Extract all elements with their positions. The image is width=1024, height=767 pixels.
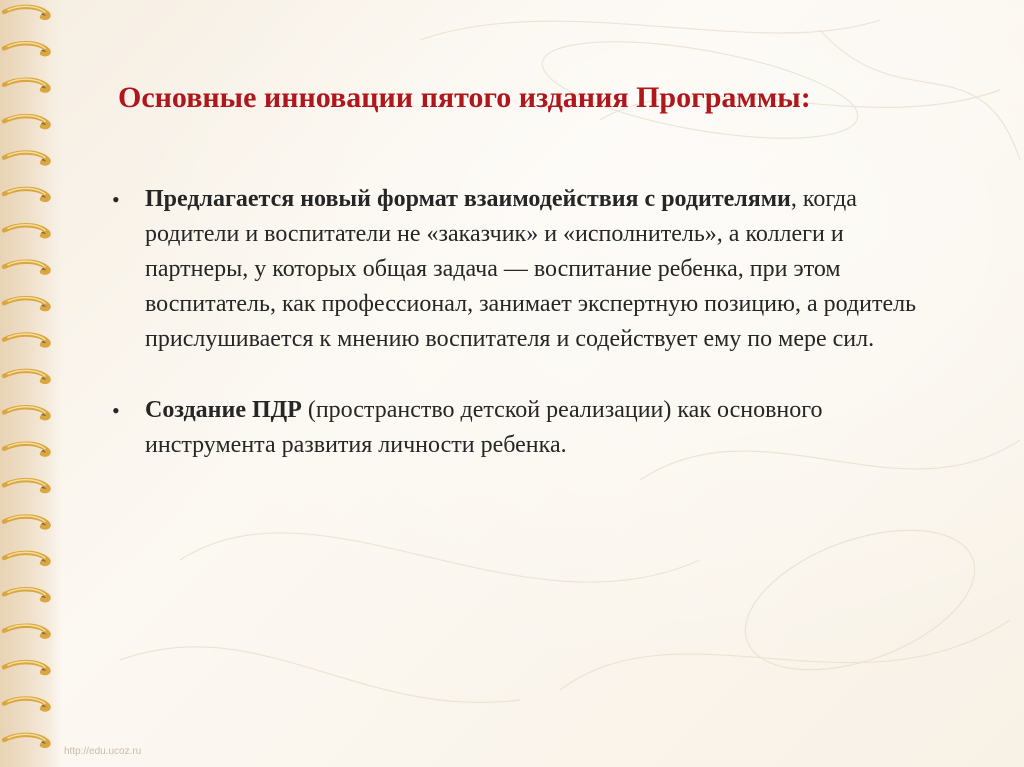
notebook-ring-icon (4, 662, 49, 675)
notebook-ring-icon (4, 225, 49, 238)
notebook-ring-icon (4, 370, 49, 383)
notebook-ring-icon (4, 152, 49, 165)
notebook-ring-icon (4, 6, 49, 19)
notebook-ring-icon (4, 261, 49, 274)
bullet-item (112, 393, 952, 463)
notebook-ring-icon (4, 334, 49, 347)
notebook-ring-icon (4, 552, 49, 565)
notebook-ring-icon (4, 516, 49, 529)
notebook-ring-icon (4, 698, 49, 711)
watermark-text: http://edu.ucoz.ru (64, 746, 142, 757)
bullet-text: , когда родители и воспитатели не «заказчик» и «исполнитель», а коллеги и партнеры, у которых общая задача — воспитание ребенка, при этом воспитатель, как профессионал, занимает экспертную позицию, а родитель прислушивается к мнению воспитателя и содействует ему по мере сил. (145, 186, 917, 352)
bullet-item (112, 182, 952, 357)
slide-title: Основные инновации пятого издания Программы: (118, 81, 811, 114)
notebook-ring-icon (4, 734, 49, 747)
binder-rings (0, 0, 70, 767)
bullet-bold-lead: Создание ПДР (145, 397, 302, 423)
bullet-bold-lead: Предлагается новый формат взаимодействия с родителями (145, 186, 791, 212)
notebook-ring-icon (4, 480, 49, 493)
bullet-text: (пространство детской реализации) как основного инструмента развития личности ребенка. (145, 397, 823, 458)
bullet-marker: • (112, 398, 120, 423)
notebook-ring-icon (4, 43, 49, 56)
notebook-ring-icon (4, 589, 49, 602)
notebook-ring-icon (4, 443, 49, 456)
bullet-list (112, 182, 952, 463)
notebook-ring-icon (4, 625, 49, 638)
notebook-ring-icon (4, 116, 49, 129)
bullet-marker: • (112, 187, 120, 212)
notebook-ring-icon (4, 188, 49, 201)
notebook-ring-icon (4, 79, 49, 92)
notebook-ring-icon (4, 407, 49, 420)
notebook-ring-icon (4, 298, 49, 311)
